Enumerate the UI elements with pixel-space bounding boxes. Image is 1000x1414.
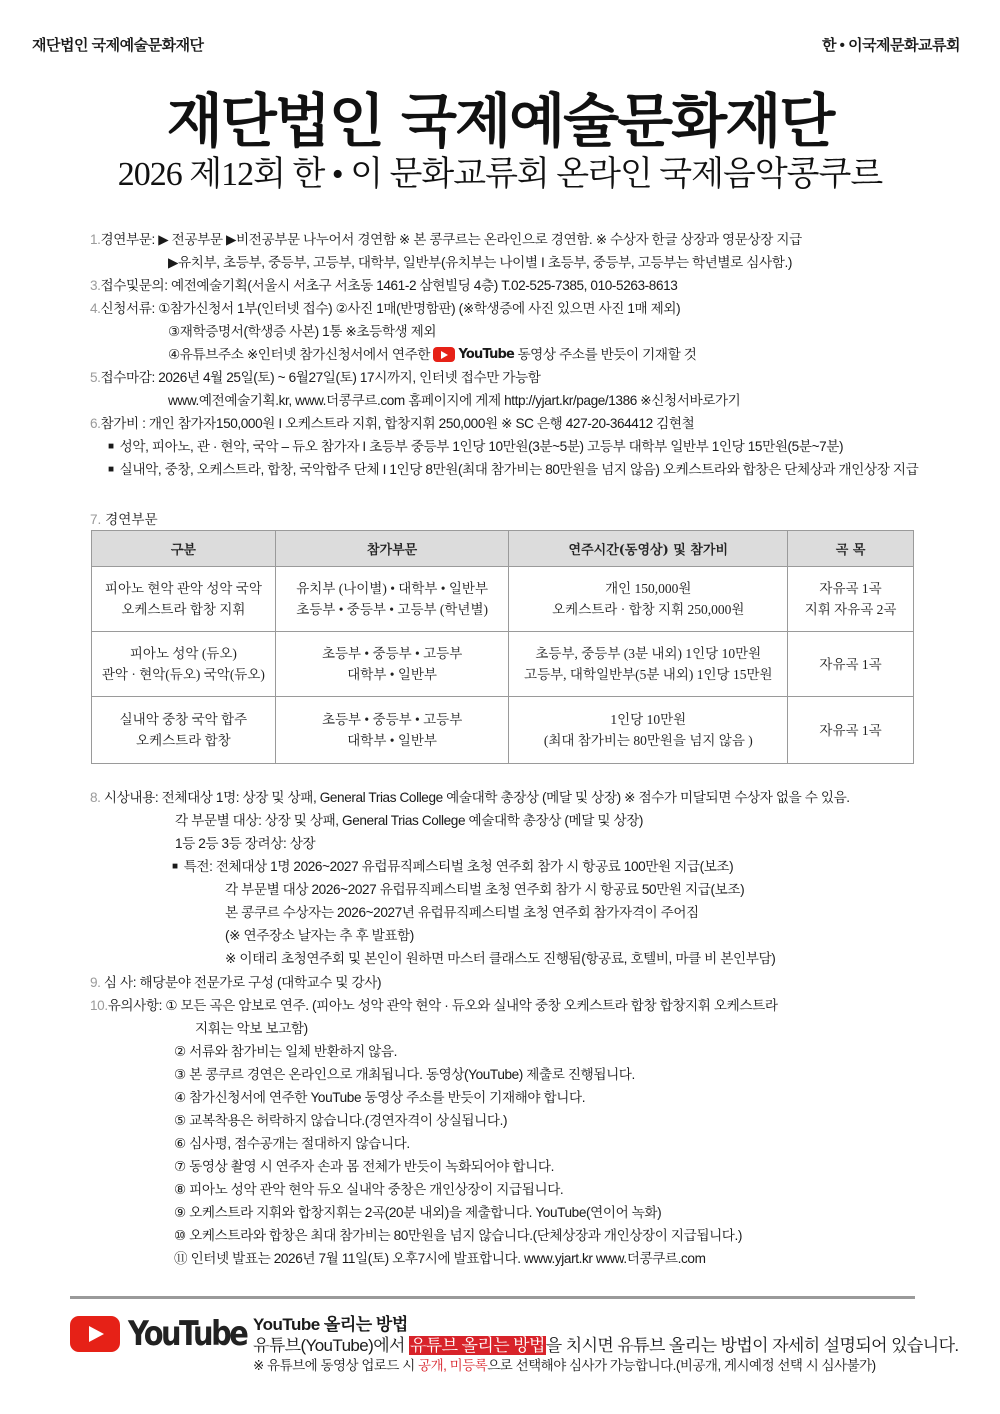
section-label: 심 사: [100,975,140,990]
section-8-awards [90,786,850,970]
section-10-item-1 [90,994,778,1017]
pieces-cell: 자유곡 1곡 [788,697,914,764]
fee-cell: 초등부, 중등부 (3분 내외) 1인당 10만원 고등부, 대학일반부(5분 내외) 1인당 15만원 [509,632,788,697]
youtube-howto [253,1314,959,1376]
notice-item: ⑦ 동영상 촬영 시 연주자 손과 몸 전체가 반듯이 녹화되어야 합니다. [174,1159,554,1174]
section-10-item-6 [90,1132,778,1155]
section-5-line-2 [90,389,970,412]
section-10-item-1-cont [90,1017,778,1040]
howto-instruction: 유튜브(YouTube)에서 유튜브 올리는 방법을 치시면 유튜브 올리는 방법이 자세히 설명되어 있습니다. [253,1336,959,1355]
section-text: 전체대상 1명 2026~2027 유럽뮤직페스티벌 초청 연주회 참가 시 항공료 100만원 지급(보조) [215,859,734,874]
section-1-line-1 [90,228,970,251]
section-10-item-7 [90,1155,778,1178]
section-text: (※ 연주장소 날자는 추 후 발표함) [225,928,414,943]
column-header: 연주시간(동영상) 및 참가비 [509,531,788,567]
section-1-line-2 [90,251,970,274]
youtube-inline-logo [433,343,514,366]
section-10-item-9 [90,1201,778,1224]
column-header: 참가부문 [275,531,509,567]
visibility-options: 공개, 미등록 [418,1358,488,1373]
section-text: 해당분야 전문가로 구성 (대학교수 및 강사) [139,975,382,990]
section-text: ▶유치부, 초등부, 중등부, 고등부, 대학부, 일반부(유치부는 나이별 I 초등부, 중등부, 고등부는 학년별로 심사함.) [168,255,792,270]
section-6-bullet-1 [90,435,970,458]
column-header: 곡 목 [788,531,914,567]
section-6-line-1 [90,412,970,435]
section-text: 성악, 피아노, 관 · 현악, 국악 – 듀오 참가자 I 초등부 중등부 1인당 10만원(3분~5분) 고등부 대학부 일반부 1인당 15만원(5분~7분) [119,439,844,454]
table-row [92,632,914,697]
section-text: 개인 참가자150,000원 I 오케스트라 지휘, 합창지휘 250,000원 ※ SC 은행 427-20-364412 김현철 [148,416,695,431]
section-8-special-1 [90,855,850,878]
section-10-item-10 [90,1224,778,1247]
section-10-item-11 [90,1247,778,1270]
section-8-special-4 [90,924,850,947]
notice-item: ⑤ 교복착용은 허락하지 않습니다.(경연자격이 상실됩니다.) [174,1113,508,1128]
youtube-play-icon [433,347,455,362]
section-text: 1등 2등 3등 장려상: 상장 [175,836,316,851]
section-text: 각 부문별 대상 2026~2027 유럽뮤직페스티벌 초청 연주회 참가 시 항공료 50만원 지급(보조) [225,882,745,897]
section-text: 예전예술기획(서울시 서초구 서초동 1461-2 삼현빌딩 4층) T.02-525-7385, 010-5263-8613 [170,278,678,293]
notice-item: ⑩ 오케스트라와 합창은 최대 참가비는 80만원을 넘지 않습니다.(단체상장과 개인상장이 지급됩니다.) [174,1228,743,1243]
section-5-line-1 [90,366,970,389]
section-text: 전체대상 1명: 상장 및 상패, General Trias College 예술대학 총장상 (메달 및 상장) ※ 점수가 미달되면 수상자 없을 수 있음. [161,790,850,805]
section-text: 본 콩쿠르 수상자는 2026~2027년 유럽뮤직페스티벌 초청 연주회 참가자격이 주어짐 [225,905,699,920]
section-9-line [90,971,778,994]
category-cell: 피아노 현악 관악 성악 국악 오케스트라 합창 지휘 [92,567,276,632]
section-label: 접수마감: [100,370,159,385]
organization-name-right: 한 • 이국제문화교류회 [822,37,960,54]
section-6-bullet-2 [90,458,970,481]
section-number: 4. [90,301,101,316]
column-header: 구분 [92,531,276,567]
section-10-item-5 [90,1109,778,1132]
notice-item: ⑧ 피아노 성악 관악 현악 듀오 실내악 중창은 개인상장이 지급됩니다. [174,1182,564,1197]
section-label: 신청서류: [100,301,159,316]
organization-name-left: 재단법인 국제예술문화재단 [32,37,204,54]
section-8-special-2 [90,878,850,901]
fee-cell: 1인당 10만원 (최대 참가비는 80만원을 넘지 않음 ) [509,697,788,764]
notice-item: ④ 참가신청서에 연주한 YouTube 동영상 주소를 반듯이 기재해야 합니다. [174,1090,586,1105]
section-text: 동영상 주소를 반듯이 기재할 것 [514,347,697,362]
main-title: 재단법인 국제예술문화재단 [166,87,834,155]
divisions-cell: 초등부 • 중등부 • 고등부 대학부 • 일반부 [275,697,509,764]
fee-cell: 개인 150,000원 오케스트라 · 합창 지휘 250,000원 [509,567,788,632]
section-number: 9. [90,975,101,990]
footer-divider [70,1296,915,1299]
section-10-item-8 [90,1178,778,1201]
section-4-line-2 [90,320,970,343]
youtube-play-icon [70,1316,120,1352]
notice-item: 지휘는 악보 보고함) [195,1021,308,1036]
square-bullet-icon: ■ [108,464,114,475]
section-8-line-1 [90,786,850,809]
section-4-line-1 [90,297,970,320]
section-text: 2026년 4월 25일(토) ~ 6월27일(토) 17시까지, 인터넷 접수만 가능함 [158,370,541,385]
section-10-item-4 [90,1086,778,1109]
section-7-heading [90,508,158,528]
section-10-item-2 [90,1040,778,1063]
category-cell: 피아노 성악 (듀오) 관악 · 현악(듀오) 국악(듀오) [92,632,276,697]
table-row [92,567,914,632]
competition-table [91,530,914,764]
section-text: 실내악, 중창, 오케스트라, 합창, 국악합주 단체 I 1인당 8만원(최대 참가비는 80만원을 넘지 않음) 오케스트라와 합창은 단체상과 개인상장 지급 [119,462,919,477]
section-4-line-3 [90,343,970,366]
sections-9-10 [90,971,778,1270]
section-number: 10. [90,998,108,1013]
section-8-special-5 [90,947,850,970]
table-header-row [92,531,914,567]
section-label: 경연부문 [101,512,158,527]
section-text: ①참가신청서 1부(인터넷 접수) ②사진 1매(반명함판) (※학생증에 사진 있으면 사진 1매 제외) [158,301,681,316]
section-text: ④유튜브주소 ※인터넷 참가신청서에서 연주한 [168,347,434,362]
notice-item: ③ 본 콩쿠르 경연은 온라인으로 개최됩니다. 동영상(YouTube) 제출로 진행됩니다. [174,1067,635,1082]
sections-1-6 [90,228,970,481]
section-label: 유의사항: [107,998,166,1013]
notice-item: ① 모든 곡은 암보로 연주. (피아노 성악 관악 현악 · 듀오와 실내악 중창 오케스트라 합창 합창지휘 오케스트라 [165,998,778,1013]
section-8-line-2 [90,809,850,832]
divisions-cell: 초등부 • 중등부 • 고등부 대학부 • 일반부 [275,632,509,697]
section-label: 시상내용: [100,790,162,805]
section-8-line-3 [90,832,850,855]
upload-note: ※ 유튜브에 동영상 업로드 시 공개, 미등록으로 선택해야 심사가 가능합니다.(비공개, 게시예정 선택 시 심사불가) [253,1358,876,1373]
notice-item: ⑪ 인터넷 발표는 2026년 7월 11일(토) 오후7시에 발표합니다. www.yjart.kr www.더콩쿠르.com [174,1251,706,1266]
pieces-cell: 자유곡 1곡 지휘 자유곡 2곡 [788,567,914,632]
section-text: ※ 이태리 초청연주회 및 본인이 원하면 마스터 클래스도 진행됨(항공료, 호텔비, 마클 비 본인부담) [225,951,776,966]
website-links[interactable]: www.예전예술기획.kr, www.더콩쿠르.com 홈페이지에 게제 http://yjart.kr/page/1386 ※신청서바로가기 [168,393,741,408]
section-label: 참가비 : [100,416,149,431]
section-text: ③재학증명서(학생증 사본) 1통 ※초등학생 제외 [168,324,437,339]
pieces-cell: 자유곡 1곡 [788,632,914,697]
special-label: 특전: [183,859,216,874]
section-number: 6. [90,416,101,431]
sub-title: 2026 제12회 한 • 이 문화교류회 온라인 국제음악콩쿠르 [117,156,883,193]
howto-search-keyword: 유튜브 올리는 방법 [409,1336,545,1355]
section-number: 7. [90,512,102,527]
section-8-special-3 [90,901,850,924]
notice-item: ⑨ 오케스트라 지휘와 합창지휘는 2곡(20분 내외)을 제출합니다. YouTube(연이어 녹화) [174,1205,662,1220]
square-bullet-icon: ■ [172,861,178,872]
section-10-item-3 [90,1063,778,1086]
youtube-wordmark: YouTube [128,1314,247,1354]
notice-item: ⑥ 심사평, 점수공개는 절대하지 않습니다. [174,1136,410,1151]
section-text: ▶ 전공부문 ▶비전공부문 나누어서 경연함 ※ 본 콩쿠르는 온라인으로 경연함. ※ 수상자 한글 상장과 영문상장 지급 [158,232,802,247]
section-number: 5. [90,370,101,385]
section-text: 각 부문별 대상: 상장 및 상패, General Trias College 예술대학 총장상 (메달 및 상장) [175,813,644,828]
divisions-cell: 유치부 (나이별) • 대학부 • 일반부 초등부 • 중등부 • 고등부 (학년별) [275,567,509,632]
square-bullet-icon: ■ [108,441,114,452]
section-number: 3. [90,278,101,293]
youtube-wordmark: YouTube [458,347,515,362]
youtube-logo [70,1314,267,1354]
section-number: 1. [90,232,101,247]
section-3-line [90,274,970,297]
section-number: 8. [90,790,101,805]
notice-item: ② 서류와 참가비는 일체 반환하지 않음. [174,1044,398,1059]
category-cell: 실내악 중창 국악 합주 오케스트라 합창 [92,697,276,764]
table-row [92,697,914,764]
section-label: 경연부문: [100,232,159,247]
howto-title: YouTube 올리는 방법 [253,1315,408,1334]
section-label: 접수및문의: [100,278,171,293]
